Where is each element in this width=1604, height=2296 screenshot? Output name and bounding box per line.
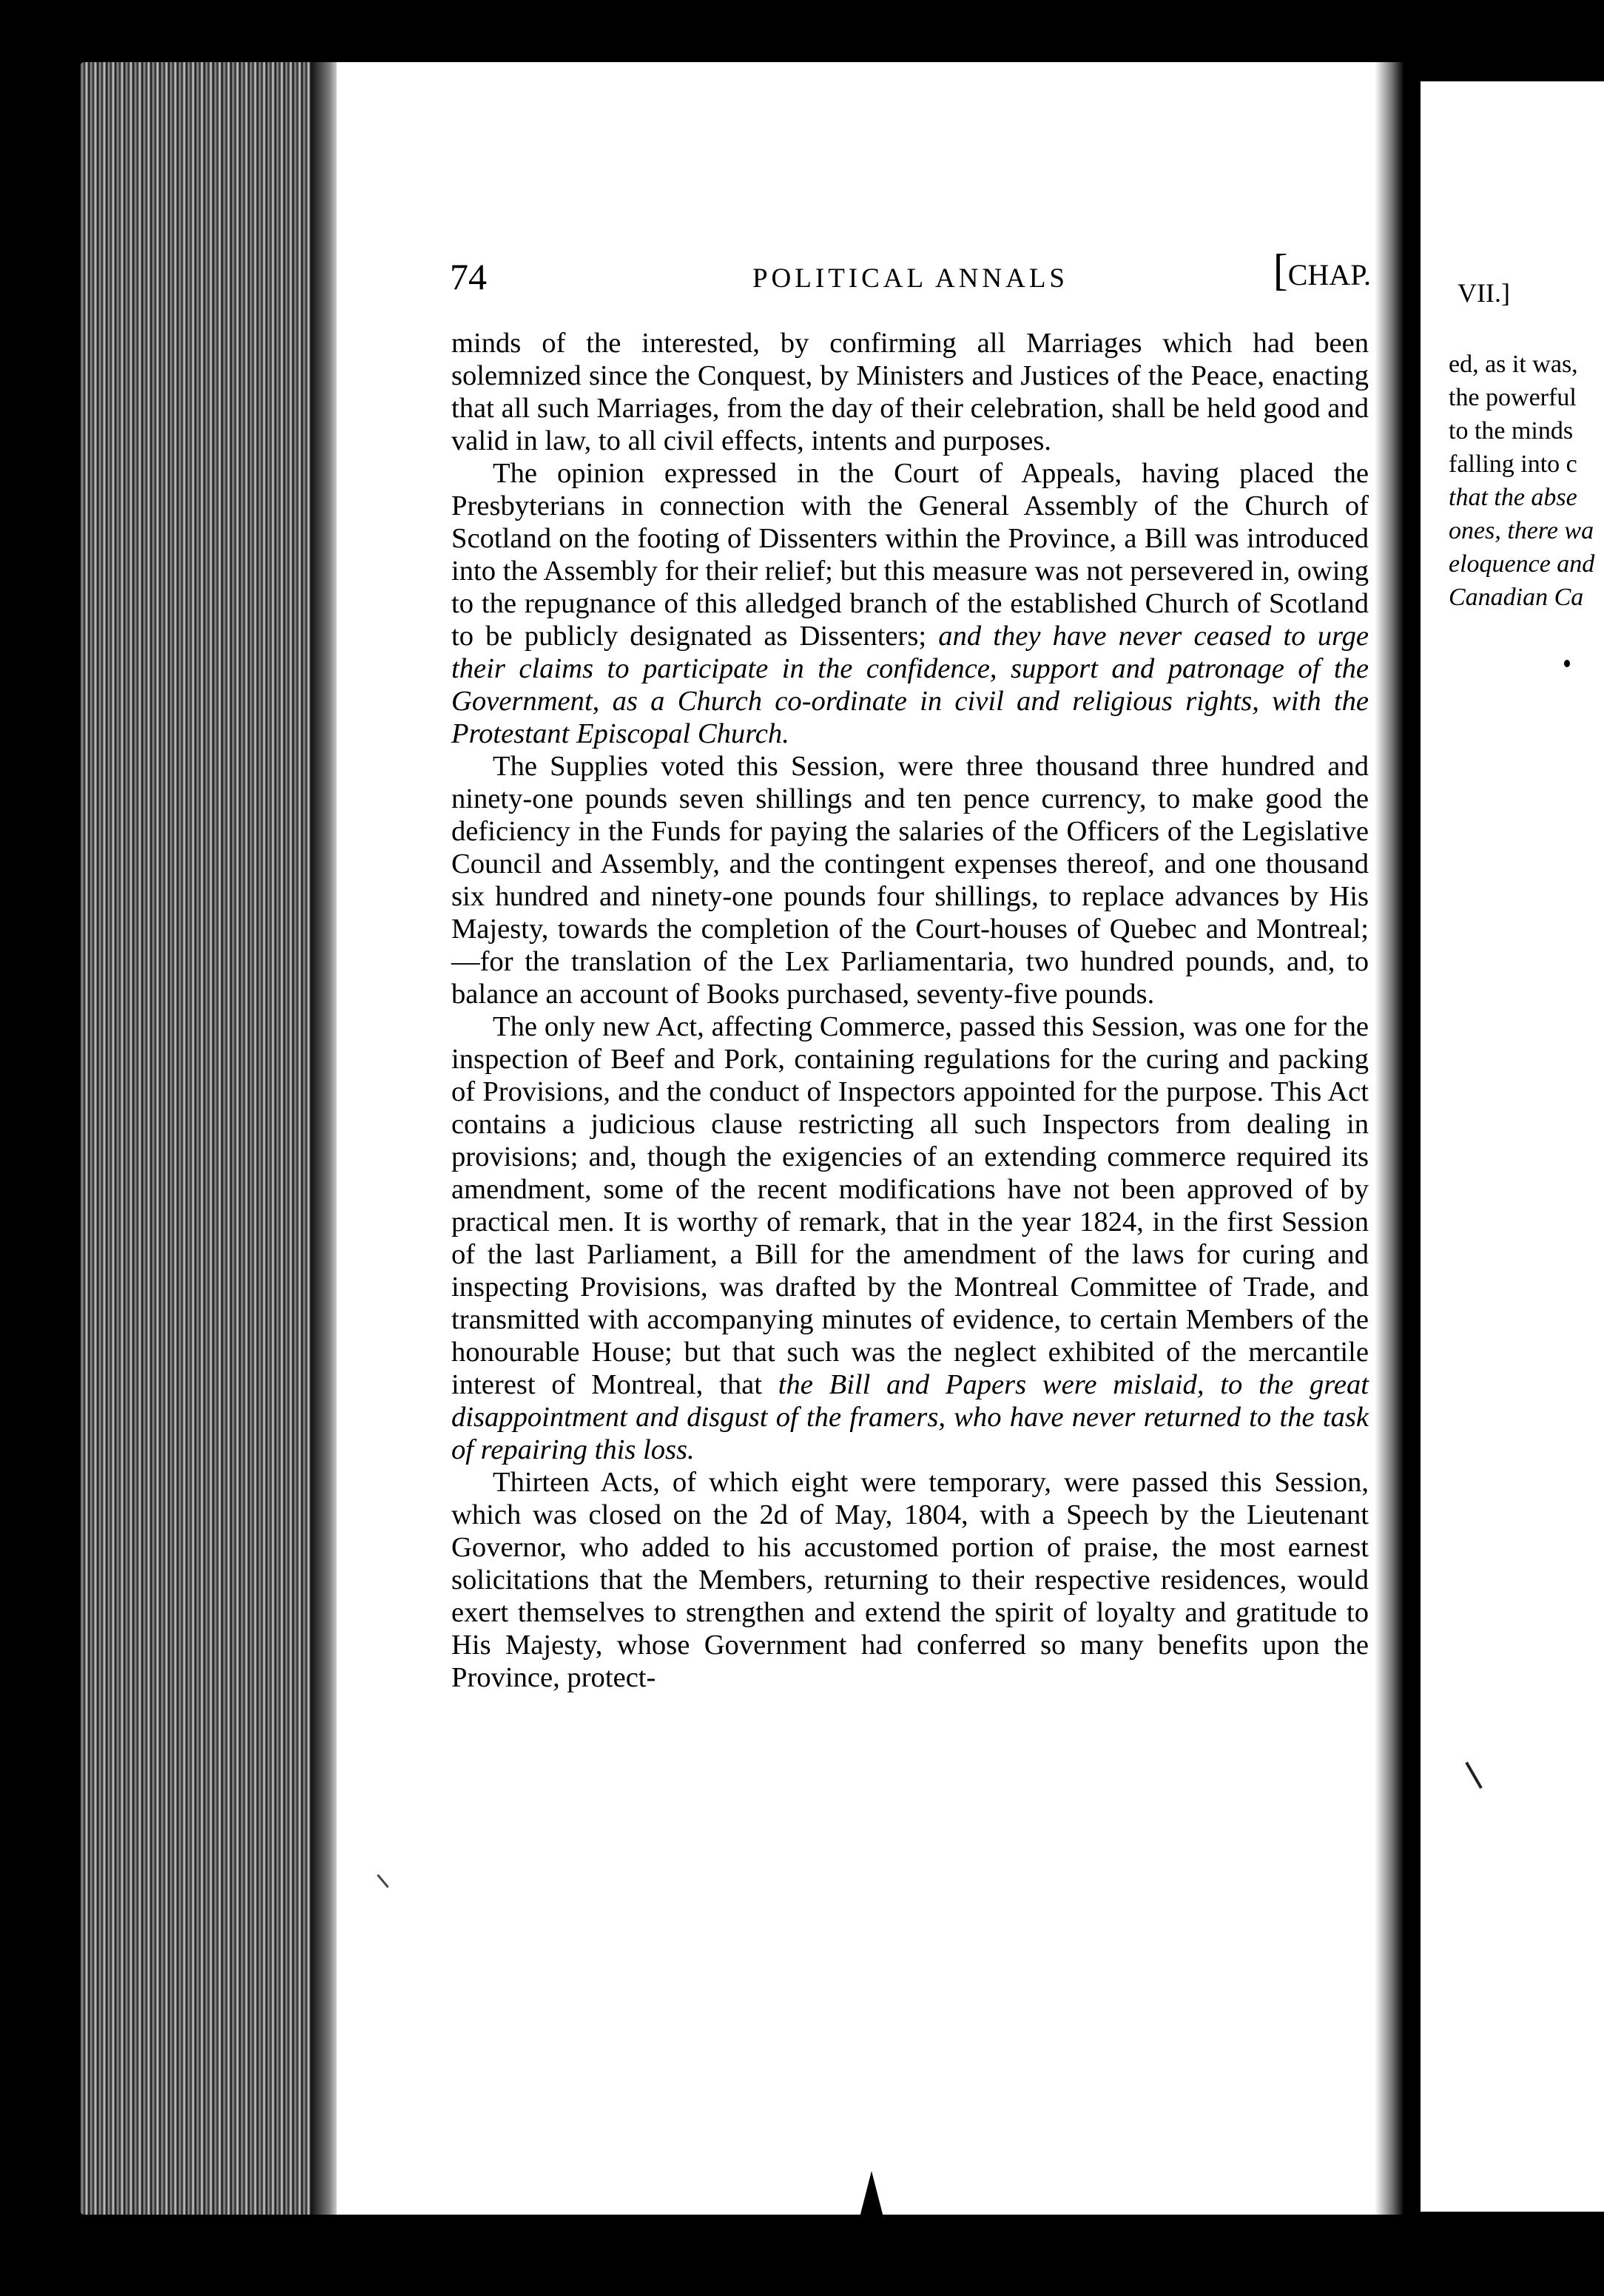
body-text-column xyxy=(451,327,1369,1694)
right-page-line: that the abse xyxy=(1449,484,1577,511)
ink-blot xyxy=(858,2171,885,2223)
right-page-line: ones, there wa xyxy=(1449,517,1594,544)
paragraph xyxy=(451,1010,1369,1466)
text-run: minds of the interested, by confirming all Marriages which had been solemnized since the Conquest, by Ministers and Justices of the Peace, enacting that all such Marriages, from the day of their celebration, shall be held good and valid in law, to all civil effects, intents and purposes. xyxy=(451,328,1369,456)
paragraph xyxy=(451,750,1369,1010)
right-page-head: VII.] xyxy=(1458,278,1510,308)
right-page-line: ed, as it was, xyxy=(1449,351,1578,378)
paragraph xyxy=(451,1466,1369,1694)
chapter-text: CHAP. xyxy=(1287,258,1371,291)
text-run: The opinion expressed in the Court of Appeals, having placed the Presbyterians in connection with the General Assembly of the Church of Scotland on the footing of Dissenters within the Province, a Bill was introduced into the Assembly for their relief; but this measure was not persevered in, owing to the repugnance of this alledged branch of the established Church of Scotland to be publicly designated as Dissenters; xyxy=(451,458,1369,652)
right-page-line: eloquence and xyxy=(1449,550,1595,578)
stray-dot-mark xyxy=(1564,660,1570,667)
running-title: POLITICAL ANNALS xyxy=(752,263,1069,294)
text-run: The Supplies voted this Session, were three thousand three hundred and ninety-one pounds seven shillings and ten pence currency, to make good the deficiency in the Funds for paying the salaries of the Officers of the Legislative Council and Assembly, and the contingent expenses thereof, and one thousand six hundred and ninety-one pounds four shillings, to replace advances by His Majesty, towards the completion of the Court-houses of Quebec and Montreal;—for the translation of the Lex Parliamentaria, two hundred pounds, and, to balance an account of Books purchased, seventy-five pounds. xyxy=(451,751,1369,1010)
page-stack-edge xyxy=(80,62,324,2215)
paragraph xyxy=(451,457,1369,750)
page-number: 74 xyxy=(450,256,487,297)
italic-text: the Bill and Papers were mislaid, to the great disappointment and disgust of the framers, who have never returned to the task of repairing this loss. xyxy=(451,1369,1369,1465)
book-spine xyxy=(1375,62,1423,2215)
running-head xyxy=(450,246,1371,307)
text-run: The only new Act, affecting Commerce, passed this Session, was one for the inspection of Beef and Pork, containing regulations for the curing and packing of Provisions, and the conduct of Inspectors appointed for the purpose. This Act contains a judicious clause restricting all such Inspectors from dealing in provisions; and, though the exigencies of an extending commerce required its amendment, some of the recent modifications have not been approved of by practical men. It is worthy of remark, that in the year 1824, in the first Session of the last Parliament, a Bill for the amendment of the laws for curing and inspecting Provisions, was drafted by the Montreal Committee of Trade, and transmitted with accompanying minutes of evidence, to certain Members of the honourable House; but that such was the neglect exhibited of the mercantile interest of Montreal, that xyxy=(451,1011,1369,1400)
right-page-line: to the minds xyxy=(1449,417,1574,445)
right-page-line: the powerful xyxy=(1449,384,1577,411)
chapter-label: [CHAP. xyxy=(1273,246,1371,294)
paragraph xyxy=(451,327,1369,457)
right-page-text xyxy=(1449,348,1604,614)
text-run: Thirteen Acts, of which eight were temporary, were passed this Session, which was closed on the 2d of May, 1804, with a Speech by the Lieutenant Governor, who added to his accustomed portion of praise, the most earnest solicitations that the Members, returning to their respective residences, would exert themselves to strengthen and extend the spirit of loyalty and gratitude to His Majesty, whose Government had conferred so many benefits upon the Province, protect- xyxy=(451,1467,1369,1693)
italic-text: and they have never ceased to urge their claims to participate in the confidence, support and patronage of the Government, as a Church co-ordinate in civil and religious rights, with the Protestant Episcopal Church. xyxy=(451,621,1369,749)
right-page-line: Canadian Ca xyxy=(1449,584,1584,611)
gutter-shadow xyxy=(311,62,340,2215)
right-page-line: falling into c xyxy=(1449,450,1577,478)
